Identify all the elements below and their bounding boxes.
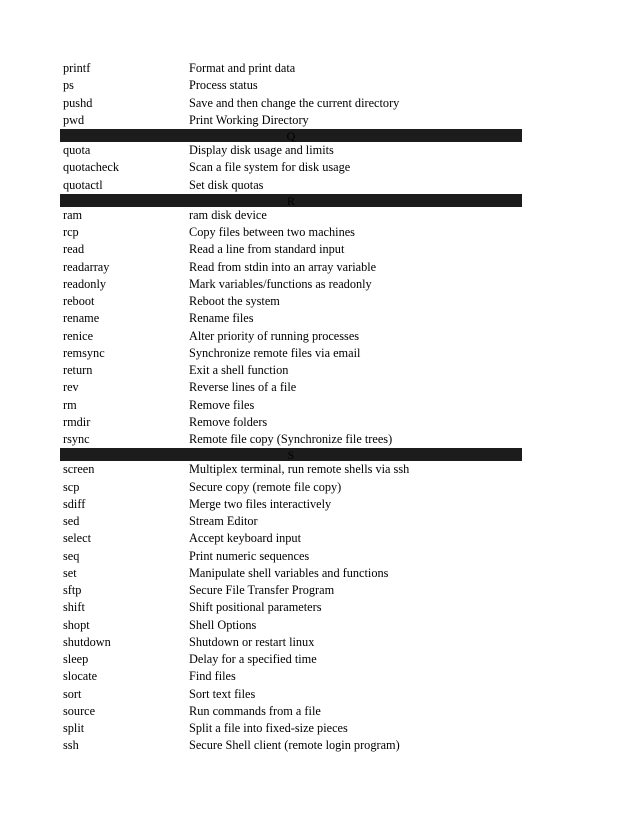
command-row [60,159,522,176]
command-row [60,207,522,224]
command-name: split [63,721,85,735]
command-name: pushd [63,95,93,110]
command-row [60,686,522,703]
command-row [60,703,522,720]
command-name: renice [63,328,94,343]
command-description: Print Working Directory [189,112,309,127]
command-description: Merge two files interactively [189,496,332,511]
command-row [60,548,522,565]
command-name: read [63,242,85,257]
command-name: set [63,565,77,580]
command-row [60,461,522,478]
command-description: Stream Editor [189,514,258,528]
command-row [60,112,522,129]
command-row [60,379,522,396]
command-row [60,293,522,310]
command-description: Print numeric sequences [189,548,310,563]
command-description: Display disk usage and limits [189,143,334,157]
command-description: Alter priority of running processes [189,328,360,343]
command-name: return [63,363,93,377]
command-name: quota [63,143,91,157]
command-description: Read from stdin into an array variable [189,259,377,274]
command-name: seq [63,548,80,563]
command-description: Run commands from a file [189,703,321,718]
command-description: Rename files [189,311,254,326]
command-row [60,224,522,241]
command-description: Split a file into fixed-size pieces [189,721,348,735]
command-row [60,431,522,448]
command-row [60,77,522,94]
command-name: shopt [63,617,90,632]
command-name: rsync [63,432,90,446]
command-name: readarray [63,259,110,274]
command-description: Sort text files [189,686,256,701]
command-row [60,276,522,293]
command-row [60,95,522,112]
command-description: Format and print data [189,61,296,75]
command-name: rm [63,397,77,412]
command-description: Save and then change the current directory [189,95,400,110]
command-name: sort [63,686,82,701]
command-row [60,328,522,345]
command-name: shift [63,600,85,615]
command-name: quotactl [63,177,103,192]
command-description: Multiplex terminal, run remote shells via ssh [189,462,410,477]
command-row [60,60,522,77]
command-row [60,479,522,496]
command-name: sleep [63,652,89,666]
command-row [60,565,522,582]
command-name: pwd [63,112,85,127]
command-description: Shift positional parameters [189,600,322,615]
command-name: sftp [63,583,82,597]
command-row [60,345,522,362]
command-description: Remote file copy (Synchronize file trees) [189,432,393,446]
command-name: sed [63,514,80,528]
command-row [60,397,522,414]
command-name: ram [63,207,83,222]
command-row [60,259,522,276]
command-name: source [63,703,96,718]
command-name: rev [63,380,79,395]
command-row [60,310,522,327]
command-name: select [63,531,91,546]
command-name: readonly [63,276,107,291]
command-description: Accept keyboard input [189,531,301,546]
command-row [60,142,522,159]
section-header-s: S [60,448,522,461]
command-row [60,651,522,668]
command-description: Manipulate shell variables and functions [189,565,389,580]
command-description: Secure File Transfer Program [189,583,335,597]
command-name: rcp [63,225,79,239]
command-description: Reverse lines of a file [189,380,297,395]
command-description: Shell Options [189,617,257,632]
command-name: rename [63,311,100,326]
command-description: Process status [189,78,258,93]
command-description: Remove files [189,397,255,412]
command-name: quotacheck [63,160,119,175]
command-description: Read a line from standard input [189,242,345,257]
command-description: Reboot the system [189,294,280,308]
command-description: Secure copy (remote file copy) [189,479,342,494]
command-row [60,720,522,737]
command-row [60,362,522,379]
command-row [60,668,522,685]
command-name: printf [63,61,91,75]
command-description: Delay for a specified time [189,652,317,666]
command-description: Remove folders [189,414,268,429]
command-description: Secure Shell client (remote login program) [189,738,400,753]
command-row [60,599,522,616]
command-name: shutdown [63,634,111,649]
command-row [60,177,522,194]
command-row [60,582,522,599]
command-row [60,496,522,513]
command-description: Exit a shell function [189,363,289,377]
command-name: ssh [63,738,79,753]
command-description: Find files [189,669,236,684]
command-description: Scan a file system for disk usage [189,160,351,175]
command-name: reboot [63,294,95,308]
command-description: Synchronize remote files via email [189,345,361,360]
command-row [60,530,522,547]
command-description: Shutdown or restart linux [189,634,315,649]
command-row [60,513,522,530]
command-name: rmdir [63,414,91,429]
section-header-r: R [60,194,522,207]
command-row [60,737,522,754]
command-name: ps [63,78,74,93]
command-description: ram disk device [189,207,267,222]
command-row [60,414,522,431]
command-name: scp [63,479,80,494]
command-description: Set disk quotas [189,177,264,192]
command-name: sdiff [63,496,86,511]
command-name: slocate [63,669,98,684]
section-header-q: Q [60,129,522,142]
command-name: screen [63,462,95,477]
command-row [60,241,522,258]
command-description: Copy files between two machines [189,225,355,239]
command-description: Mark variables/functions as readonly [189,276,372,291]
command-row [60,617,522,634]
command-row [60,634,522,651]
command-name: remsync [63,345,105,360]
